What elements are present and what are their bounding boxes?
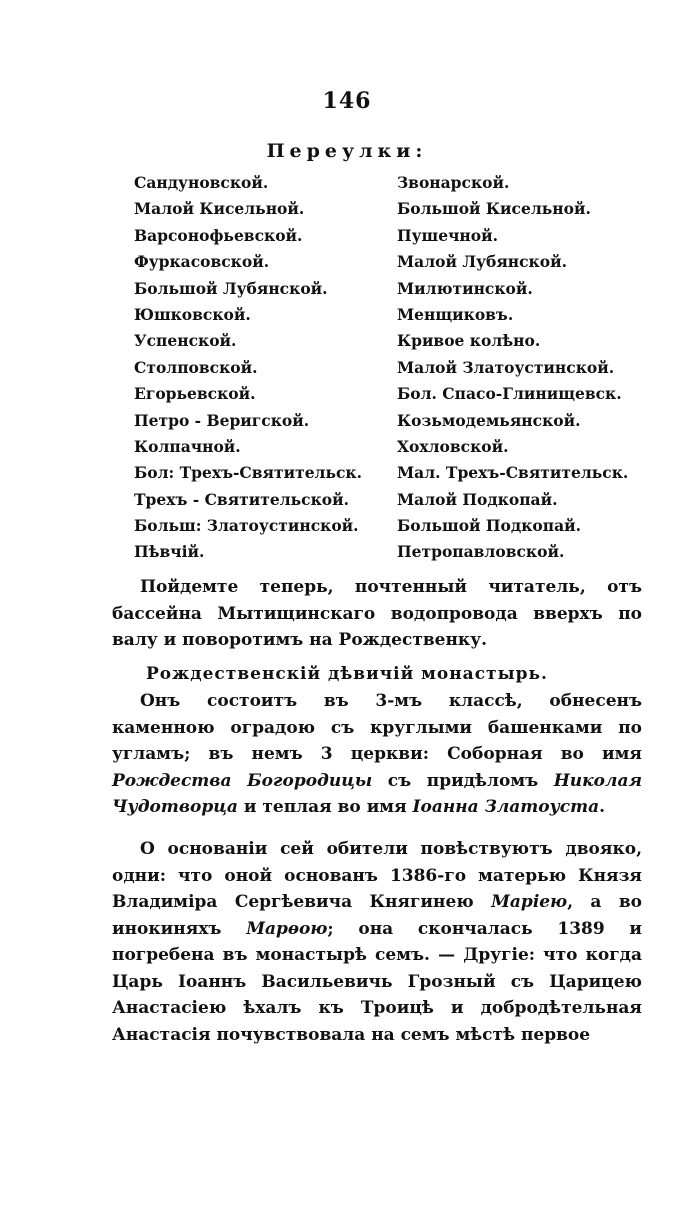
text-span: , а во инокиняхъ (112, 892, 642, 939)
lane-row (134, 381, 654, 407)
lane-name-left: Юшковской. (134, 304, 251, 324)
lane-name-right: Большой Кисельной. (397, 199, 591, 219)
lane-name-right: Хохловской. (397, 436, 509, 456)
italic-chapel-name: Николая Чудотворца (112, 770, 642, 817)
text-span: Онъ состоитъ въ 3-мъ классѣ, обнесенъ каменною оградою съ круглыми башенками по угламъ; въ немъ 3 церкви: Соборная во имя (112, 691, 642, 764)
lane-name-left: Больш: Златоустинской. (134, 516, 359, 536)
lane-row (134, 328, 654, 354)
lane-name-left: Трехъ - Святительской. (134, 489, 350, 509)
lane-name-right: Пушечной. (397, 225, 498, 245)
paragraph-walk: Пойдемте теперь, почтенный читатель, отъ бассейна Мытищинскаго водопровода вверхъ по валу и поворотимъ на Рождественку. (112, 577, 642, 650)
lane-name-left: Успенской. (134, 331, 237, 351)
paragraph-foundation (112, 836, 642, 1048)
lane-name-right: Большой Подкопай. (397, 516, 582, 536)
lane-name-left: Малой Кисельной. (134, 199, 305, 219)
lane-row (134, 223, 654, 249)
lane-name-left: Варсонофьевской. (134, 225, 303, 245)
lane-name-right: Малой Лубянской. (397, 252, 567, 272)
text-span: ; она скончалась 1389 и погребена въ монастырѣ семъ. — Другіе: что когда Царь Іоаннъ Васильевичь Грозный съ Царицею Анастасіею ѣхалъ къ Троицѣ и добродѣтельная Анастасія почувствовала на семъ мѣстѣ первое (112, 918, 643, 1045)
monastery-title: Рождественскій дѣвичій монастырь. (146, 664, 548, 684)
lane-row (134, 539, 654, 565)
lane-name-right: Мал. Трехъ-Святительск. (397, 463, 629, 483)
lane-row (134, 434, 654, 460)
lane-name-left: Егорьевской. (134, 384, 256, 404)
lane-name-right: Звонарской. (397, 173, 510, 192)
lanes-list (134, 170, 654, 566)
lane-row (134, 302, 654, 328)
text-span: . (599, 797, 606, 817)
lane-name-left: Пѣвчій. (134, 542, 205, 562)
lane-name-left: Петро - Веригской. (134, 410, 310, 430)
lane-name-left: Колпачной. (134, 436, 241, 456)
lane-row (134, 170, 654, 196)
italic-name-maria: Маріею (491, 892, 568, 912)
italic-name-marfa: Марѳою (246, 918, 328, 939)
lane-name-right: Козьмодемьянской. (397, 410, 581, 430)
lane-name-left: Сандуновской. (134, 173, 269, 192)
paragraph-monastery-description (112, 688, 642, 821)
page-number: 146 (322, 88, 372, 114)
lane-row (134, 276, 654, 302)
lane-row (134, 196, 654, 222)
lane-name-right: Менщиковъ. (397, 304, 514, 324)
lane-row (134, 513, 654, 539)
lane-row (134, 460, 654, 486)
lane-row (134, 355, 654, 381)
text-span: О основаніи сей обители повѣствуютъ двояко, одни: что оной основанъ 1386-го матерью Князя Владиміра Сергѣевича Княгинею (112, 839, 642, 912)
text-span: и теплая во имя (237, 797, 413, 817)
lane-name-left: Бол: Трехъ-Святительск. (134, 463, 363, 483)
lane-name-right: Кривое колѣно. (397, 331, 541, 351)
section-heading: Переулки: (266, 140, 428, 162)
lane-name-left: Столповской. (134, 357, 258, 377)
lane-name-left: Фуркасовской. (134, 252, 270, 272)
lane-name-right: Бол. Спасо-Глинищевск. (397, 384, 622, 404)
italic-saint-name: Іоанна Златоуста (412, 797, 600, 817)
lane-name-right: Милютинской. (397, 278, 533, 298)
lane-name-left: Большой Лубянской. (134, 278, 328, 298)
lane-name-right: Петропавловской. (397, 542, 565, 562)
lane-name-right: Малой Златоустинской. (397, 357, 615, 377)
italic-church-name: Рождества Богородицы (112, 770, 373, 791)
lane-row (134, 408, 654, 434)
lane-row (134, 249, 654, 275)
text-span: съ придѣломъ (372, 770, 554, 791)
lane-name-right: Малой Подкопай. (397, 489, 558, 509)
lane-row (134, 487, 654, 513)
